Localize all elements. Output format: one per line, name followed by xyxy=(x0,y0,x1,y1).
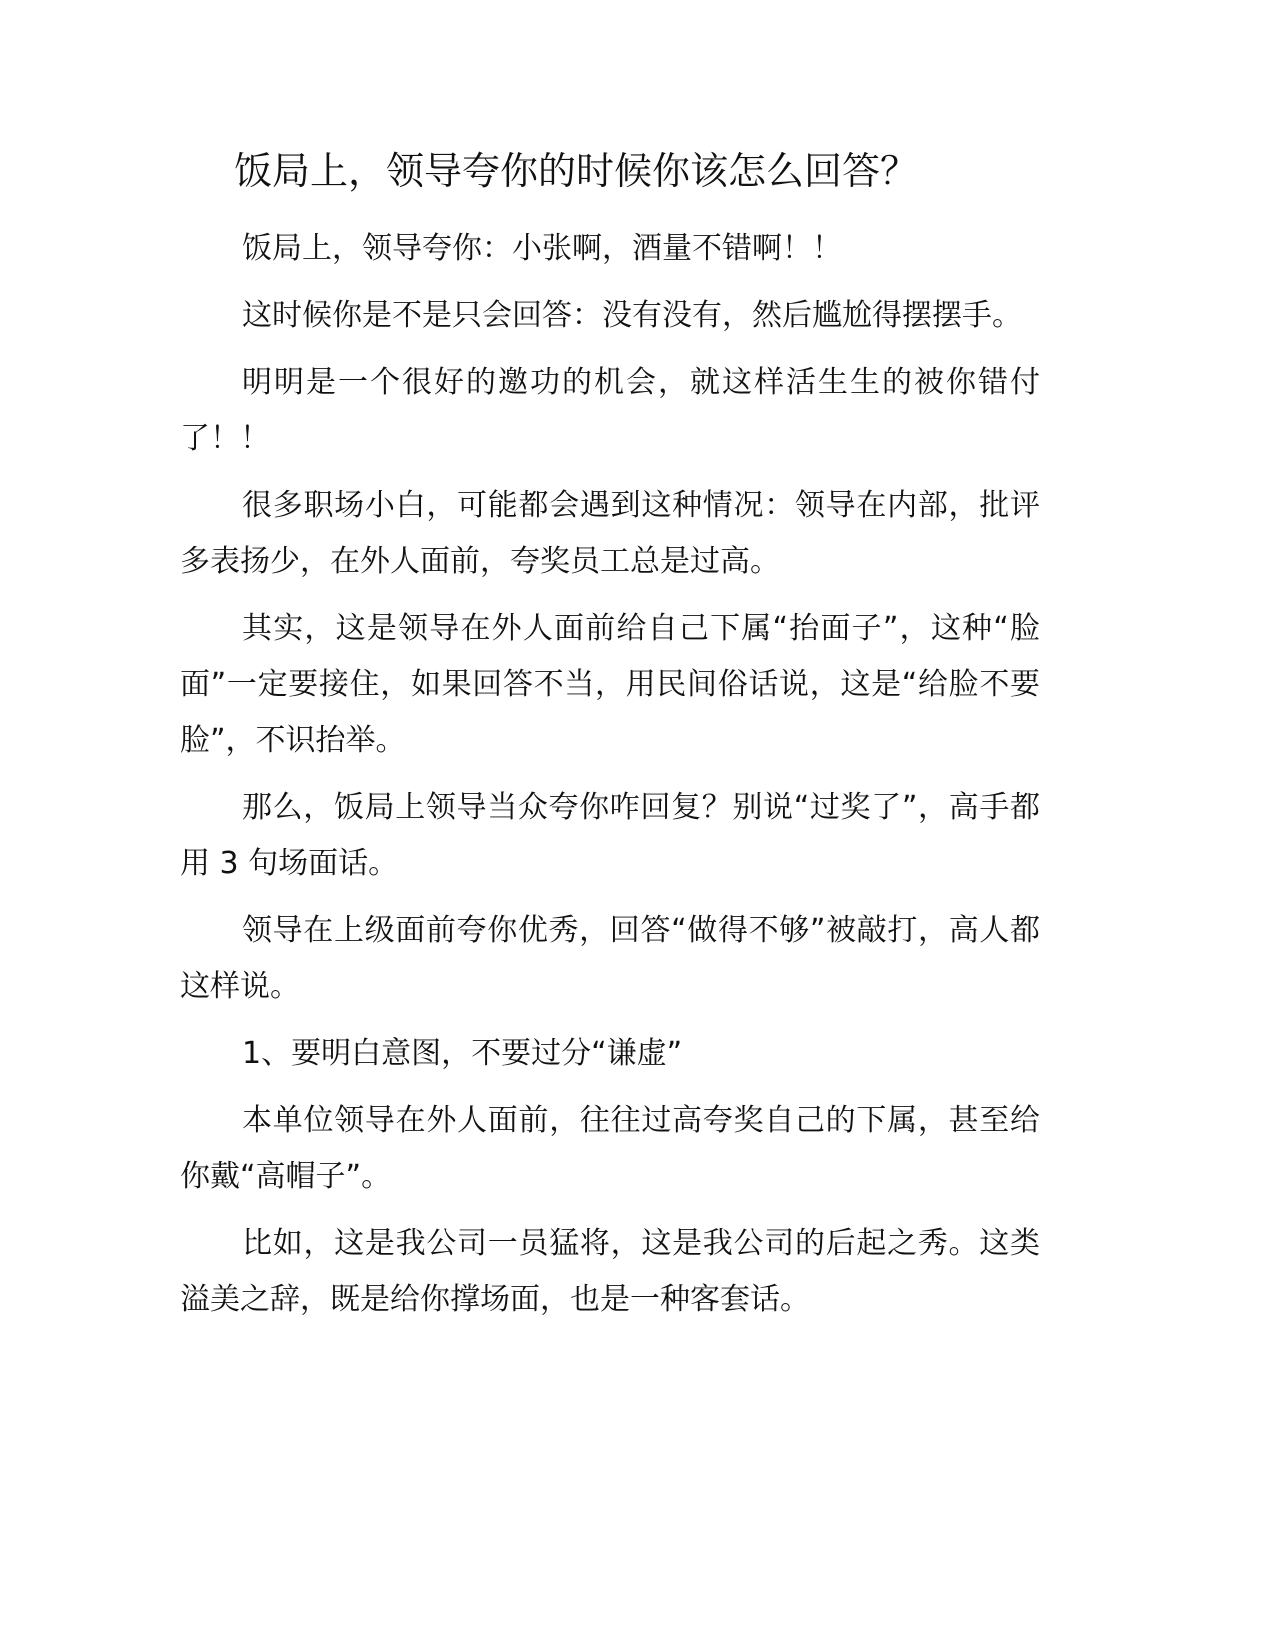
paragraph-2: 这时候你是不是只会回答：没有没有，然后尴尬得摆摆手。 xyxy=(242,298,1022,333)
paragraph-9: 比如，这是我公司一员猛将，这是我公司的后起之秀。这类溢美之辞，既是给你撑场面，也是一种客套话。 xyxy=(180,1226,1040,1317)
paragraph-4: 很多职场小白，可能都会遇到这种情况：领导在内部，批评多表扬少，在外人面前，夸奖员工总是过高。 xyxy=(180,488,1040,579)
paragraph-5: 其实，这是领导在外人面前给自己下属“抬面子”，这种“脸面”一定要接住，如果回答不当，用民间俗话说，这是“给脸不要脸”，不识抬举。 xyxy=(180,611,1040,758)
paragraph-6: 那么，饭局上领导当众夸你咋回复？别说“过奖了”，高手都用 3 句场面话。 xyxy=(180,790,1040,881)
document-title: 饭局上，领导夸你的时候你该怎么回答？ xyxy=(234,149,919,193)
paragraph-8: 本单位领导在外人面前，往往过高夸奖自己的下属，甚至给你戴“高帽子”。 xyxy=(180,1103,1040,1194)
paragraph-3: 明明是一个很好的邀功的机会，就这样活生生的被你错付了！！ xyxy=(180,365,1040,456)
paragraph-7: 领导在上级面前夸你优秀，回答“做得不够”被敲打，高人都这样说。 xyxy=(180,913,1040,1004)
section-heading-1: 1、要明白意图，不要过分“谦虚” xyxy=(242,1036,683,1071)
paragraph-1: 饭局上，领导夸你：小张啊，酒量不错啊！！ xyxy=(242,231,842,266)
document-page xyxy=(180,135,1040,1339)
